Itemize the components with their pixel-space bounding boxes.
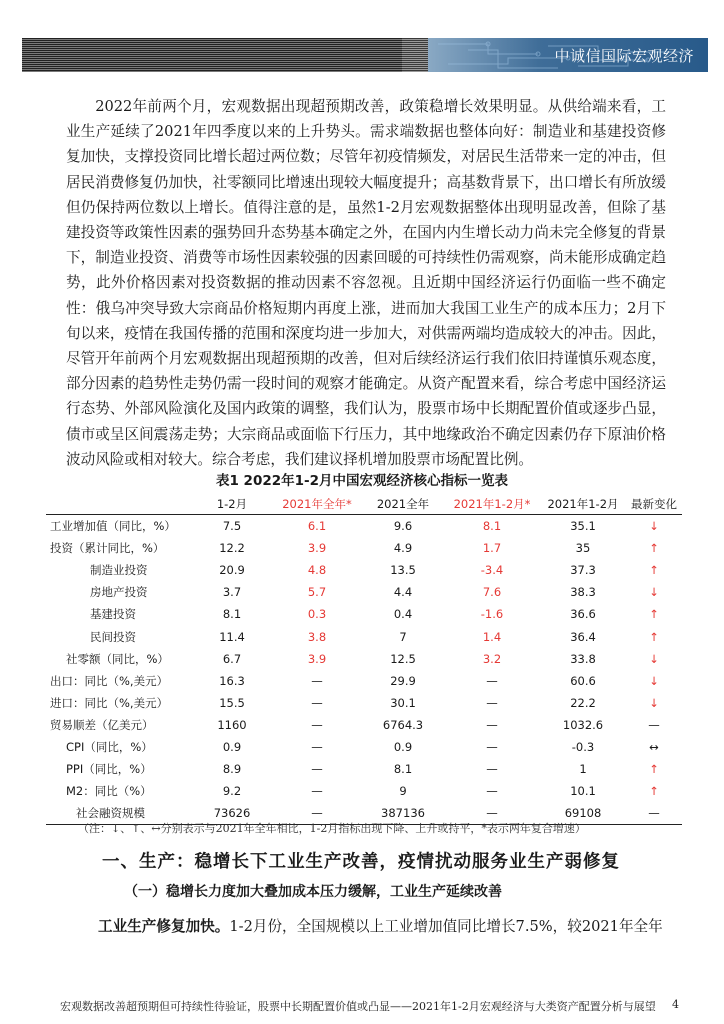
table-row [46, 714, 682, 736]
change-indicator: ↓ [649, 673, 659, 688]
table-row [46, 692, 682, 714]
row-label: PPI（同比，%） [66, 762, 152, 777]
production-paragraph [98, 915, 666, 936]
cell-value: — [444, 802, 540, 825]
cell-value: 9.6 [393, 519, 413, 534]
cell-value: 11.4 [219, 629, 245, 644]
change-indicator: ↓ [649, 695, 659, 710]
cell-value: 7.6 [482, 585, 502, 600]
header-banner [22, 38, 708, 72]
table-header-row [46, 494, 682, 515]
cell-value: 1160 [217, 717, 247, 732]
cell-value: 12.2 [219, 541, 245, 556]
cell-value: — [311, 695, 323, 710]
cell-value: 0.4 [393, 607, 413, 622]
row-label: 进口：同比（%,美元） [50, 695, 169, 710]
paragraph-lead: 工业生产修复加快。 [98, 918, 230, 935]
cell-value: 69108 [540, 802, 626, 825]
cell-value: — [486, 673, 498, 688]
cell-value: 4.8 [307, 563, 327, 578]
cell-value: 30.1 [390, 695, 416, 710]
cell-value: 16.3 [219, 673, 245, 688]
cell-value: — [311, 673, 323, 688]
cell-value: 35 [575, 541, 591, 556]
cell-value: — [486, 784, 498, 799]
table-row [46, 559, 682, 581]
cell-value: 3.7 [222, 585, 242, 600]
row-label: 房地产投资 [90, 585, 148, 600]
cell-value: 38.3 [570, 585, 596, 600]
change-indicator: ↔ [649, 739, 659, 754]
row-label: 基建投资 [90, 607, 136, 622]
cell-value: — [486, 739, 498, 754]
cell-value: 3.2 [482, 651, 502, 666]
cell-value: — [272, 802, 362, 825]
row-label: M2：同比（%） [66, 784, 152, 799]
cell-value: 0.9 [222, 739, 242, 754]
cell-value: 7.5 [222, 519, 242, 534]
cell-value: 4.9 [393, 541, 413, 556]
change-indicator: ↓ [649, 519, 659, 534]
subsection-heading: （一）稳增长力度加大叠加成本压力缓解，工业生产延续改善 [124, 884, 502, 900]
core-indicators-table [46, 494, 682, 825]
cell-value: 8.1 [482, 519, 502, 534]
cell-value: 36.4 [570, 629, 596, 644]
header-title: 中诚信国际宏观经济 [554, 47, 694, 65]
intro-paragraph: 2022年前两个月，宏观数据出现超预期改善，政策稳增长效果明显。从供给端来看，工业生产延续了2021年四季度以来的上升势头。需求端数据也整体向好：制造业和基建投资修复加快，支撑投资同比增长超过两位数；尽管年初疫情频发，对居民生活带来一定的冲击，但居民消费修复仍加快，社零额同比增速出现较大幅度提升；高基数背景下，出口增长有所放缓但仍保持两位数以上增长。值得注意的是，虽然1-2月宏观数据整体出现明显改善，但除了基建投资等政策性因素的强势回升态势基本确定之外，在国内内生增长动力尚未完全修复的背景下，制造业投资、消费等市场性因素较强的因素回暖的可持续性仍需观察，尚未能形成确定趋势，此外价格因素对投资数据的推动因素不容忽视。且近期中国经济运行仍面临一些不确定性：俄乌冲突导致大宗商品价格短期内再度上涨，进而加大我国工业生产的成本压力；2月下旬以来，疫情在我国传播的范围和深度均进一步加大，对供需两端均造成较大的冲击。因此，尽管开年前两个月宏观数据出现超预期的改善，但对后续经济运行我们依旧持谨慎乐观态度，部分因素的趋势性走势仍需一段时间的观察才能确定。从资产配置来看，综合考虑中国经济运行态势、外部风险演化及国内政策的调整，我们认为，股票市场中长期配置价值或逐步凸显，债市或呈区间震荡走势；大宗商品或面临下行压力，其中地缘政治不确定因素仍存下原油价格波动风险或相对较大。综合考虑，我们建议择机增加股票市场配置比例。 [66, 98, 666, 468]
cell-value: 1.4 [482, 629, 502, 644]
row-label: 贸易顺差（亿美元） [50, 717, 154, 732]
cell-value: 6.1 [307, 519, 327, 534]
table-row [46, 625, 682, 647]
header-cell: 2021年1-2月 [540, 494, 626, 515]
change-indicator: — [626, 802, 682, 825]
change-indicator: ↑ [649, 541, 659, 556]
table-row [46, 648, 682, 670]
cell-value: 8.1 [222, 607, 242, 622]
cell-value: 3.9 [307, 541, 327, 556]
change-indicator: — [648, 717, 660, 732]
table-row [46, 537, 682, 559]
table-row [46, 758, 682, 780]
cell-value: 12.5 [390, 651, 416, 666]
header-cell: 2021年1-2月* [444, 494, 540, 515]
cell-value: — [486, 695, 498, 710]
cell-value: 7 [399, 629, 407, 644]
cell-value: 73626 [192, 802, 272, 825]
cell-value: 4.4 [393, 585, 413, 600]
cell-value: 5.7 [307, 585, 327, 600]
cell-value: 8.9 [222, 762, 242, 777]
cell-value: 8.1 [393, 762, 413, 777]
cell-value: — [311, 739, 323, 754]
change-indicator: ↑ [649, 629, 659, 644]
cell-value: -0.3 [571, 739, 595, 754]
cell-value: 387136 [362, 802, 444, 825]
cell-value: 6764.3 [382, 717, 424, 732]
cell-value: 1032.6 [562, 717, 604, 732]
cell-value: 3.9 [307, 651, 327, 666]
cell-value: — [311, 762, 323, 777]
cell-value: — [486, 717, 498, 732]
cell-value: 33.8 [570, 651, 596, 666]
header-cell: 1-2月 [192, 494, 272, 515]
cell-value: — [311, 784, 323, 799]
cell-value: — [311, 717, 323, 732]
cell-value: 22.2 [570, 695, 596, 710]
cell-value: 10.1 [570, 784, 596, 799]
change-indicator: ↑ [649, 784, 659, 799]
table-title: 表1 2022年1-2月中国宏观经济核心指标一览表 [215, 473, 509, 489]
section-heading: 一、生产：稳增长下工业生产改善，疫情扰动服务业生产弱修复 [102, 852, 620, 872]
cell-value: -1.6 [480, 607, 504, 622]
cell-value: 3.8 [307, 629, 327, 644]
table-note: （注：↓、↑、↔分别表示与2021年全年相比，1-2月指标出现下降、上升或持平，*表示两年复合增速） [78, 822, 586, 835]
cell-value: 1.7 [482, 541, 502, 556]
row-label: 社会融资规模 [46, 802, 192, 825]
banner-stripes [22, 38, 402, 72]
table-row [46, 670, 682, 692]
change-indicator: ↑ [649, 762, 659, 777]
cell-value: 0.3 [307, 607, 327, 622]
change-indicator: ↑ [649, 607, 659, 622]
header-cell: 2021年全年* [272, 494, 362, 515]
table-row [46, 736, 682, 758]
cell-value: -3.4 [480, 563, 504, 578]
row-label: 投资（累计同比，%） [50, 541, 165, 556]
cell-value: 1 [579, 762, 587, 777]
cell-value: 37.3 [570, 563, 596, 578]
change-indicator: ↓ [649, 585, 659, 600]
header-cell [46, 494, 192, 515]
change-indicator: ↑ [649, 563, 659, 578]
table-row [46, 603, 682, 625]
row-label: 工业增加值（同比，%） [50, 519, 176, 534]
page-number: 4 [672, 998, 679, 1011]
cell-value: 0.9 [393, 739, 413, 754]
footer-text: 宏观数据改善超预期但可持续性待验证，股票中长期配置价值或凸显——2021年1-2月宏观经济与大类资产配置分析与展望 [60, 1000, 656, 1013]
cell-value: 13.5 [390, 563, 416, 578]
row-label: 社零额（同比，%） [66, 651, 169, 666]
table-row [46, 515, 682, 538]
row-label: CPI（同比，%） [66, 739, 153, 754]
cell-value: 15.5 [219, 695, 245, 710]
cell-value: 6.7 [222, 651, 242, 666]
table-row [46, 780, 682, 802]
cell-value: 20.9 [219, 563, 245, 578]
cell-value: — [486, 762, 498, 777]
header-cell: 2021全年 [362, 494, 444, 515]
cell-value: 29.9 [390, 673, 416, 688]
row-label: 制造业投资 [90, 563, 148, 578]
header-cell: 最新变化 [626, 494, 682, 515]
change-indicator: ↓ [649, 651, 659, 666]
row-label: 出口：同比（%,美元） [50, 673, 169, 688]
cell-value: 9 [399, 784, 407, 799]
cell-value: 60.6 [570, 673, 596, 688]
cell-value: 9.2 [222, 784, 242, 799]
cell-value: 36.6 [570, 607, 596, 622]
row-label: 民间投资 [90, 629, 136, 644]
paragraph-text: 1-2月份，全国规模以上工业增加值同比增长7.5%，较2021年全年 [229, 918, 663, 935]
banner-logo-area [428, 38, 708, 72]
cell-value: 35.1 [570, 519, 596, 534]
table-row [46, 581, 682, 603]
